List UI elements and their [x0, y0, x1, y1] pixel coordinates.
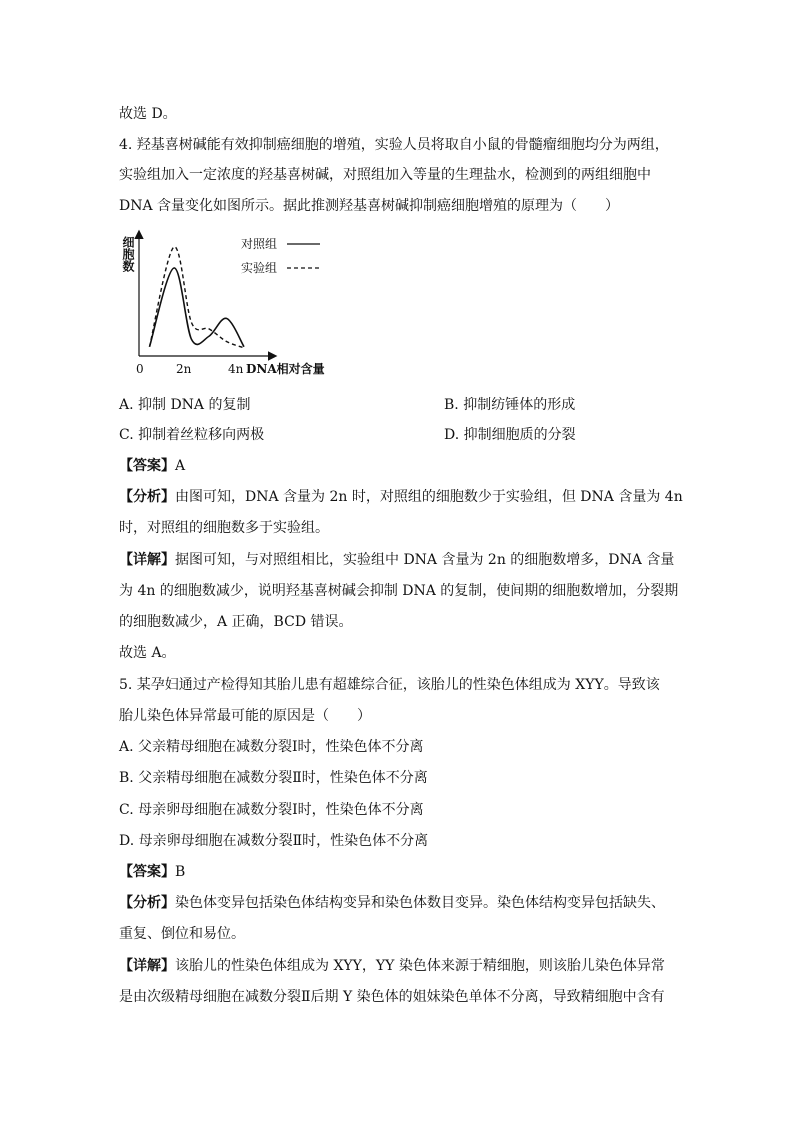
x-axis-label: DNA相对含量: [246, 362, 325, 376]
q5-detail-text-1: 该胎儿的性染色体组成为 XYY，YY 染色体来源于精细胞，则该胎儿染色体异常: [175, 958, 665, 974]
legend-experiment-label: 实验组: [241, 261, 278, 275]
q5-analysis-text-1: 染色体变异包括染色体结构变异和染色体数目变异。染色体结构变异包括缺失、: [175, 895, 665, 911]
q5-analysis-tag: 【分析】: [119, 895, 175, 911]
x-tick-2n: 2n: [176, 362, 192, 376]
q4-option-c[interactable]: C. 抑制着丝粒移向两极: [119, 427, 265, 443]
q4-option-d[interactable]: D. 抑制细胞质的分裂: [444, 427, 576, 443]
question-4-line-3: DNA 含量变化如图所示。据此推测羟基喜树碱抑制癌细胞增殖的原理为（ ）: [119, 198, 620, 214]
q4-detail-line-2: 为 4n 的细胞数减少，说明羟基喜树碱会抑制 DNA 的复制，使间期的细胞数增加，分裂期: [119, 583, 679, 599]
question-4-line-1: 4. 羟基喜树碱能有效抑制癌细胞的增殖，实验人员将取自小鼠的骨髓瘤细胞均分为两组，: [119, 137, 669, 153]
q4-option-b[interactable]: B. 抑制纺锤体的形成: [444, 397, 576, 413]
q4-analysis-line-1: [119, 487, 683, 507]
dna-content-chart: [115, 228, 355, 378]
y-axis-label: 细胞数: [121, 236, 135, 272]
q4-option-a[interactable]: A. 抑制 DNA 的复制: [119, 397, 251, 413]
q4-answer: [119, 456, 185, 476]
q5-option-a[interactable]: A. 父亲精母细胞在减数分裂Ⅰ时，性染色体不分离: [119, 739, 424, 755]
q5-detail-line-1: [119, 956, 665, 976]
q4-detail-line-1: [119, 550, 674, 570]
q5-option-b[interactable]: B. 父亲精母细胞在减数分裂Ⅱ时，性染色体不分离: [119, 770, 428, 786]
series-experiment-curve: [150, 247, 245, 348]
q4-answer-tag: 【答案】: [119, 458, 175, 474]
question-4-line-2: 实验组加入一定浓度的羟基喜树碱，对照组加入等量的生理盐水，检测到的两组细胞中: [119, 167, 651, 183]
q5-analysis-line-2: 重复、倒位和易位。: [119, 926, 245, 942]
q4-choose: 故选 A。: [119, 645, 176, 661]
q5-answer: [119, 862, 185, 882]
q5-option-d[interactable]: D. 母亲卵母细胞在减数分裂Ⅱ时，性染色体不分离: [119, 833, 429, 849]
q4-detail-tag: 【详解】: [119, 552, 175, 568]
question-5-line-2: 胎儿染色体异常最可能的原因是（ ）: [119, 708, 371, 724]
q4-analysis-line-2: 时，对照组的细胞数多于实验组。: [119, 520, 329, 536]
q4-analysis-tag: 【分析】: [119, 489, 175, 505]
q5-answer-tag: 【答案】: [119, 864, 175, 880]
q4-answer-text: A: [175, 458, 186, 474]
q5-detail-tag: 【详解】: [119, 958, 175, 974]
question-5-line-1: 5. 某孕妇通过产检得知其胎儿患有超雄综合征，该胎儿的性染色体组成为 XYY。导致该: [119, 677, 660, 693]
q5-detail-line-2: 是由次级精母细胞在减数分裂Ⅱ后期 Y 染色体的姐妹染色单体不分离，导致精细胞中含有: [119, 989, 665, 1005]
q5-answer-text: B: [175, 864, 186, 880]
legend-control-label: 对照组: [241, 237, 278, 251]
q4-detail-text-1: 据图可知，与对照组相比，实验组中 DNA 含量为 2n 的细胞数增多，DNA 含量: [175, 552, 675, 568]
x-tick-4n: 4n: [228, 362, 244, 376]
q5-analysis-line-1: [119, 893, 665, 913]
q5-option-c[interactable]: C. 母亲卵母细胞在减数分裂Ⅰ时，性染色体不分离: [119, 802, 424, 818]
x-tick-0: 0: [136, 362, 144, 376]
q4-analysis-text-1: 由图可知，DNA 含量为 2n 时，对照组的细胞数少于实验组，但 DNA 含量为 4n: [175, 489, 683, 505]
q4-detail-line-3: 的细胞数减少，A 正确，BCD 错误。: [119, 614, 353, 630]
prev-answer-choice: 故选 D。: [119, 106, 177, 122]
series-control-curve: [150, 268, 245, 347]
